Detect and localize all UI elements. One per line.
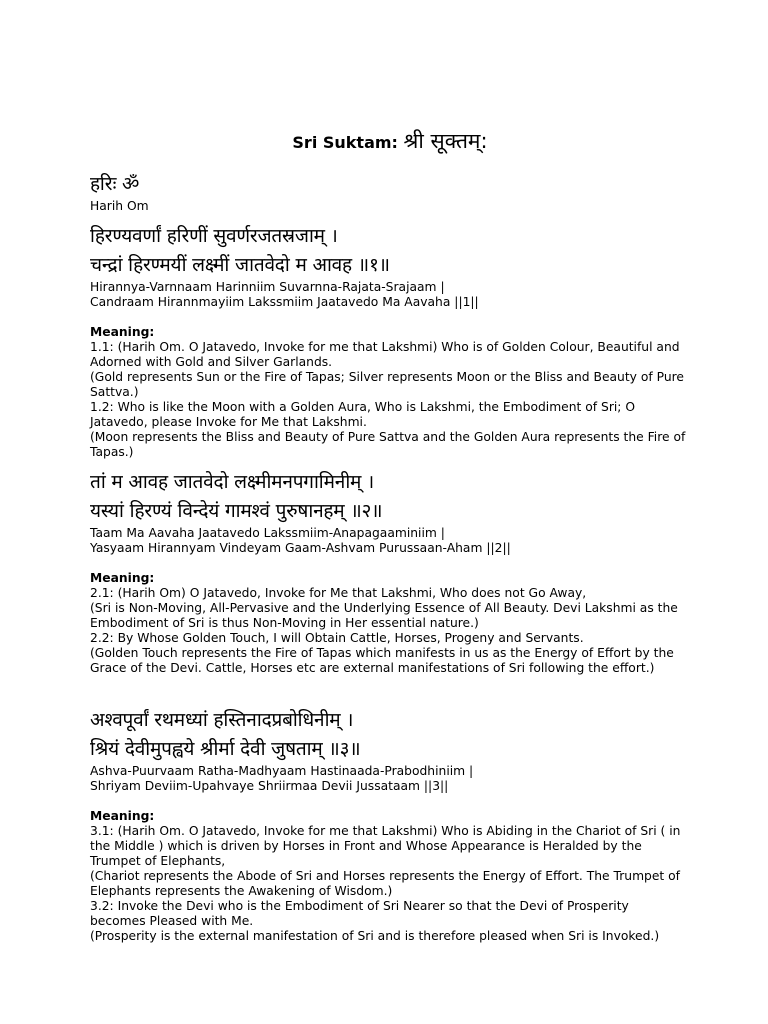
meaning-line: Grace of the Devi. Cattle, Horses etc are external manifestations of Sri following the effort.) <box>90 661 655 675</box>
meaning-line: 3.2: Invoke the Devi who is the Embodiment of Sri Nearer so that the Devi of Prosperity <box>90 899 629 913</box>
meaning-line: the Middle ) which is driven by Horses in Front and Whose Appearance is Heralded by the <box>90 839 642 853</box>
meaning-line: Adorned with Gold and Silver Garlands. <box>90 355 333 369</box>
verse-devanagari-line: चन्द्रां हिरण्मयीं लक्ष्मीं जातवेदो म आवह ॥१॥ <box>90 254 390 276</box>
meaning-line: (Prosperity is the external manifestation of Sri and is therefore pleased when Sri is Invoked.) <box>90 929 660 943</box>
document-body <box>90 126 690 944</box>
verse-translit-line: Yasyaam Hirannyam Vindeyam Gaam-Ashvam Purussaan-Aham ||2|| <box>90 541 511 555</box>
title-latin: Sri Suktam: <box>292 133 398 152</box>
verse-devanagari-line: तां म आवह जातवेदो लक्ष्मीमनपगामिनीम् । <box>90 471 375 493</box>
verse-translit-line: Ashva-Puurvaam Ratha-Madhyaam Hastinaada-Prabodhiniim | <box>90 764 474 778</box>
meaning-label: Meaning: <box>90 809 155 823</box>
meaning-line: (Chariot represents the Abode of Sri and Horses represents the Energy of Effort. The Trumpet of <box>90 869 681 883</box>
meaning-line: (Golden Touch represents the Fire of Tapas which manifests in us as the Energy of Effort by the <box>90 646 674 660</box>
meaning-line: Trumpet of Elephants, <box>90 854 226 868</box>
verse-translit-line: Taam Ma Aavaha Jaatavedo Lakssmiim-Anapagaaminiim | <box>90 526 445 540</box>
invocation-translit: Harih Om <box>90 199 149 213</box>
verse-translit-line: Candraam Hirannmayiim Lakssmiim Jaatavedo Ma Aavaha ||1|| <box>90 295 479 309</box>
title-devanagari: श्री सूक्तम् <box>403 129 481 153</box>
meaning-line: Elephants represents the Awakening of Wisdom.) <box>90 884 393 898</box>
meaning-line: 1.2: Who is like the Moon with a Golden Aura, Who is Lakshmi, the Embodiment of Sri; O <box>90 400 636 414</box>
meaning-line: Jatavedo, please Invoke for Me that Lakshmi. <box>90 415 367 429</box>
meaning-line: 2.1: (Harih Om) O Jatavedo, Invoke for Me that Lakshmi, Who does not Go Away, <box>90 586 587 600</box>
title-colon: : <box>480 129 488 153</box>
page-title <box>90 126 690 158</box>
verse-devanagari-line: हिरण्यवर्णां हरिणीं सुवर्णरजतस्रजाम् । <box>90 225 338 247</box>
invocation-devanagari: हरिः ॐ <box>90 173 140 195</box>
meaning-line: (Gold represents Sun or the Fire of Tapas; Silver represents Moon or the Bliss and Beauty of Pure <box>90 370 684 384</box>
meaning-label: Meaning: <box>90 571 155 585</box>
meaning-line: (Moon represents the Bliss and Beauty of Pure Sattva and the Golden Aura represents the Fire of <box>90 430 686 444</box>
verse-devanagari-line: श्रियं देवीमुपह्वये श्रीर्मा देवी जुषताम् ॥३॥ <box>90 738 361 760</box>
meaning-line: Sattva.) <box>90 385 139 399</box>
verse-devanagari-line: यस्यां हिरण्यं विन्देयं गामश्वं पुरुषानहम् ॥२॥ <box>90 500 383 522</box>
meaning-line: 1.1: (Harih Om. O Jatavedo, Invoke for me that Lakshmi) Who is of Golden Colour, Beautiful and <box>90 340 680 354</box>
meaning-line: 2.2: By Whose Golden Touch, I will Obtain Cattle, Horses, Progeny and Servants. <box>90 631 584 645</box>
verse-block-2 <box>90 468 690 676</box>
verse-devanagari-line: अश्वपूर्वां रथमध्यां हस्तिनादप्रबोधिनीम् । <box>90 709 354 731</box>
invocation-block <box>90 170 690 214</box>
verse-block-1 <box>90 222 690 460</box>
meaning-line: Tapas.) <box>90 445 134 459</box>
verse-translit-line: Hirannya-Varnnaam Harinniim Suvarnna-Rajata-Srajaam | <box>90 280 445 294</box>
meaning-line: 3.1: (Harih Om. O Jatavedo, Invoke for me that Lakshmi) Who is Abiding in the Chariot of Sri ( in <box>90 824 681 838</box>
verse-translit-line: Shriyam Deviim-Upahvaye Shriirmaa Devii Jussataam ||3|| <box>90 779 449 793</box>
meaning-line: (Sri is Non-Moving, All-Pervasive and the Underlying Essence of All Beauty. Devi Lakshmi as the <box>90 601 678 615</box>
meaning-label: Meaning: <box>90 325 155 339</box>
meaning-line: Embodiment of Sri is thus Non-Moving in Her essential nature.) <box>90 616 479 630</box>
verse-block-3 <box>90 706 690 944</box>
meaning-line: becomes Pleased with Me. <box>90 914 254 928</box>
